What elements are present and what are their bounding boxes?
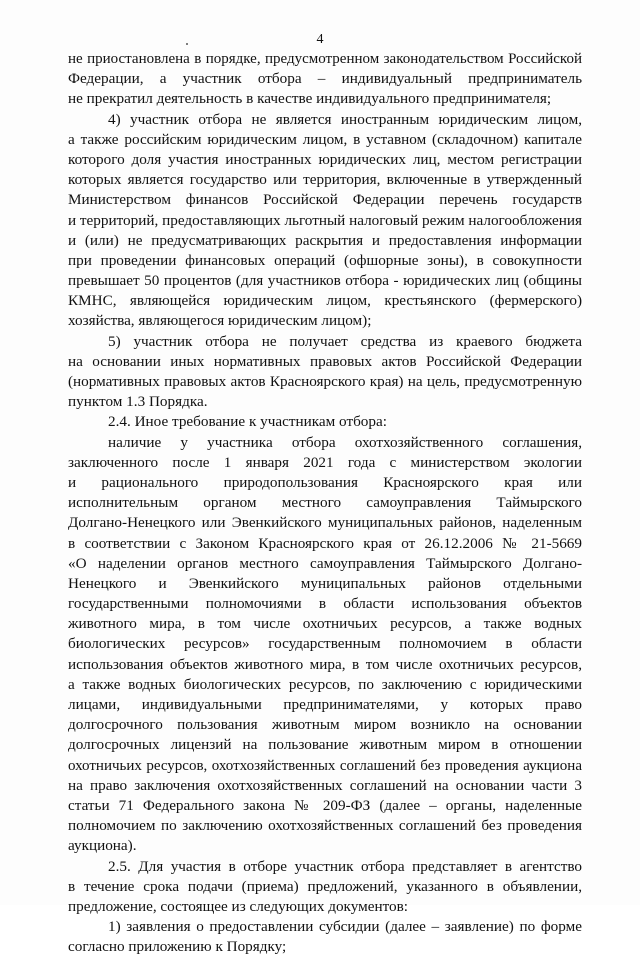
text-line: Министерством финансов Российской Федерации перечень государств bbox=[68, 191, 582, 209]
text-line: полномочием по заключению охотхозяйственных соглашений без проведения bbox=[68, 817, 582, 835]
text-line: 2.4. Иное требование к участникам отбора: bbox=[108, 413, 387, 431]
text-line: 4) участник отбора не является иностранным юридическим лицом, bbox=[108, 110, 582, 128]
text-line: долгосрочных лицензий на пользование животным миром в отношении bbox=[68, 736, 582, 754]
text-line: пунктом 1.3 Порядка. bbox=[68, 393, 208, 411]
text-line: превышает 50 процентов (для участников отбора - юридических лиц (общины bbox=[68, 272, 582, 290]
text-line: биологических ресурсов» государственным полномочием в области bbox=[68, 635, 582, 653]
text-line: и рационального природопользования Красноярского края или bbox=[68, 473, 582, 491]
text-line: статьи 71 Федерального закона № 209-ФЗ (далее – органы, наделенные bbox=[68, 796, 582, 814]
text-line: исполнительным органом местного самоуправления Таймырского bbox=[68, 494, 582, 512]
text-line: государственными полномочиями в области использования объектов bbox=[68, 595, 582, 613]
text-line: а также российским юридическим лицом, в уставном (складочном) капитале bbox=[68, 130, 582, 148]
text-line: хозяйства, являющегося юридическим лицом); bbox=[68, 312, 372, 330]
scan-artifact-dot bbox=[186, 43, 188, 45]
text-line: охотничьих ресурсов, охотхозяйственных соглашений без проведения аукциона bbox=[68, 757, 582, 774]
text-line: в соответствии с Законом Красноярского края от 26.12.2006 № 21-5669 bbox=[68, 534, 582, 552]
document-body bbox=[68, 49, 582, 957]
text-line: лицами, индивидуальными предпринимателями, у которых право bbox=[68, 696, 582, 713]
text-line: наличие у участника отбора охотхозяйственного соглашения, bbox=[108, 433, 582, 451]
text-line: которого доля участия иностранных юридических лиц, местом регистрации bbox=[68, 150, 582, 168]
text-line: (нормативных правовых актов Красноярского края) на цель, предусмотренную bbox=[68, 373, 582, 390]
text-line: 5) участник отбора не получает средства из краевого бюджета bbox=[108, 332, 582, 350]
text-line: на основании иных нормативных правовых актов Российской Федерации bbox=[68, 352, 582, 370]
text-line: 2.5. Для участия в отборе участник отбора представляет в агентство bbox=[108, 857, 582, 875]
text-line: Федерации, а участник отбора – индивидуальный предприниматель bbox=[68, 70, 582, 88]
text-line: аукциона). bbox=[68, 837, 137, 855]
text-line: не прекратил деятельность в качестве индивидуального предпринимателя; bbox=[68, 90, 552, 108]
text-line: использования объектов животного мира, в том числе охотничьих ресурсов, bbox=[68, 655, 582, 673]
text-line: 1) заявления о предоставлении субсидии (далее – заявление) по форме bbox=[108, 918, 582, 936]
text-line: Ненецкого и Эвенкийского муниципальных районов отдельными bbox=[68, 574, 582, 592]
text-line: предложение, состоящее из следующих документов: bbox=[68, 897, 409, 915]
text-line: а также водных биологических ресурсов, по заключению с юридическими bbox=[68, 675, 582, 693]
text-line: КМНС, являющейся юридическим лицом, крестьянского (фермерского) bbox=[68, 292, 582, 310]
text-line: долгосрочного пользования животным миром возникло на основании bbox=[68, 716, 582, 734]
text-line: при проведении финансовых операций (офшорные зоны), в совокупности bbox=[68, 251, 582, 269]
text-line: Долгано-Ненецкого или Эвенкийского муниципальных районов, наделенным bbox=[68, 514, 582, 532]
text-line: которых является государство или территория, включенные в утвержденный bbox=[68, 171, 582, 189]
text-line: не приостановлена в порядке, предусмотренном законодательством Российской bbox=[68, 51, 582, 67]
text-line: в течение срока подачи (приема) предложений, указанного в объявлении, bbox=[68, 877, 582, 895]
text-line: заключенного после 1 января 2021 года с министерством экологии bbox=[68, 453, 582, 471]
text-line: «О наделении органов местного самоуправления Таймырского Долгано- bbox=[68, 554, 582, 572]
page-number: 4 bbox=[316, 32, 324, 47]
text-line: и территорий, предоставляющих льготный налоговый режим налогообложения bbox=[68, 211, 582, 229]
text-line: и (или) не предусматривающих раскрытия и предоставления информации bbox=[68, 231, 582, 249]
text-line: животного мира, в том числе охотничьих ресурсов, а также водных bbox=[68, 615, 582, 633]
text-line: согласно приложению к Порядку; bbox=[68, 938, 287, 956]
text-line: на право заключения охотхозяйственных соглашений на основании части 3 bbox=[68, 776, 582, 794]
